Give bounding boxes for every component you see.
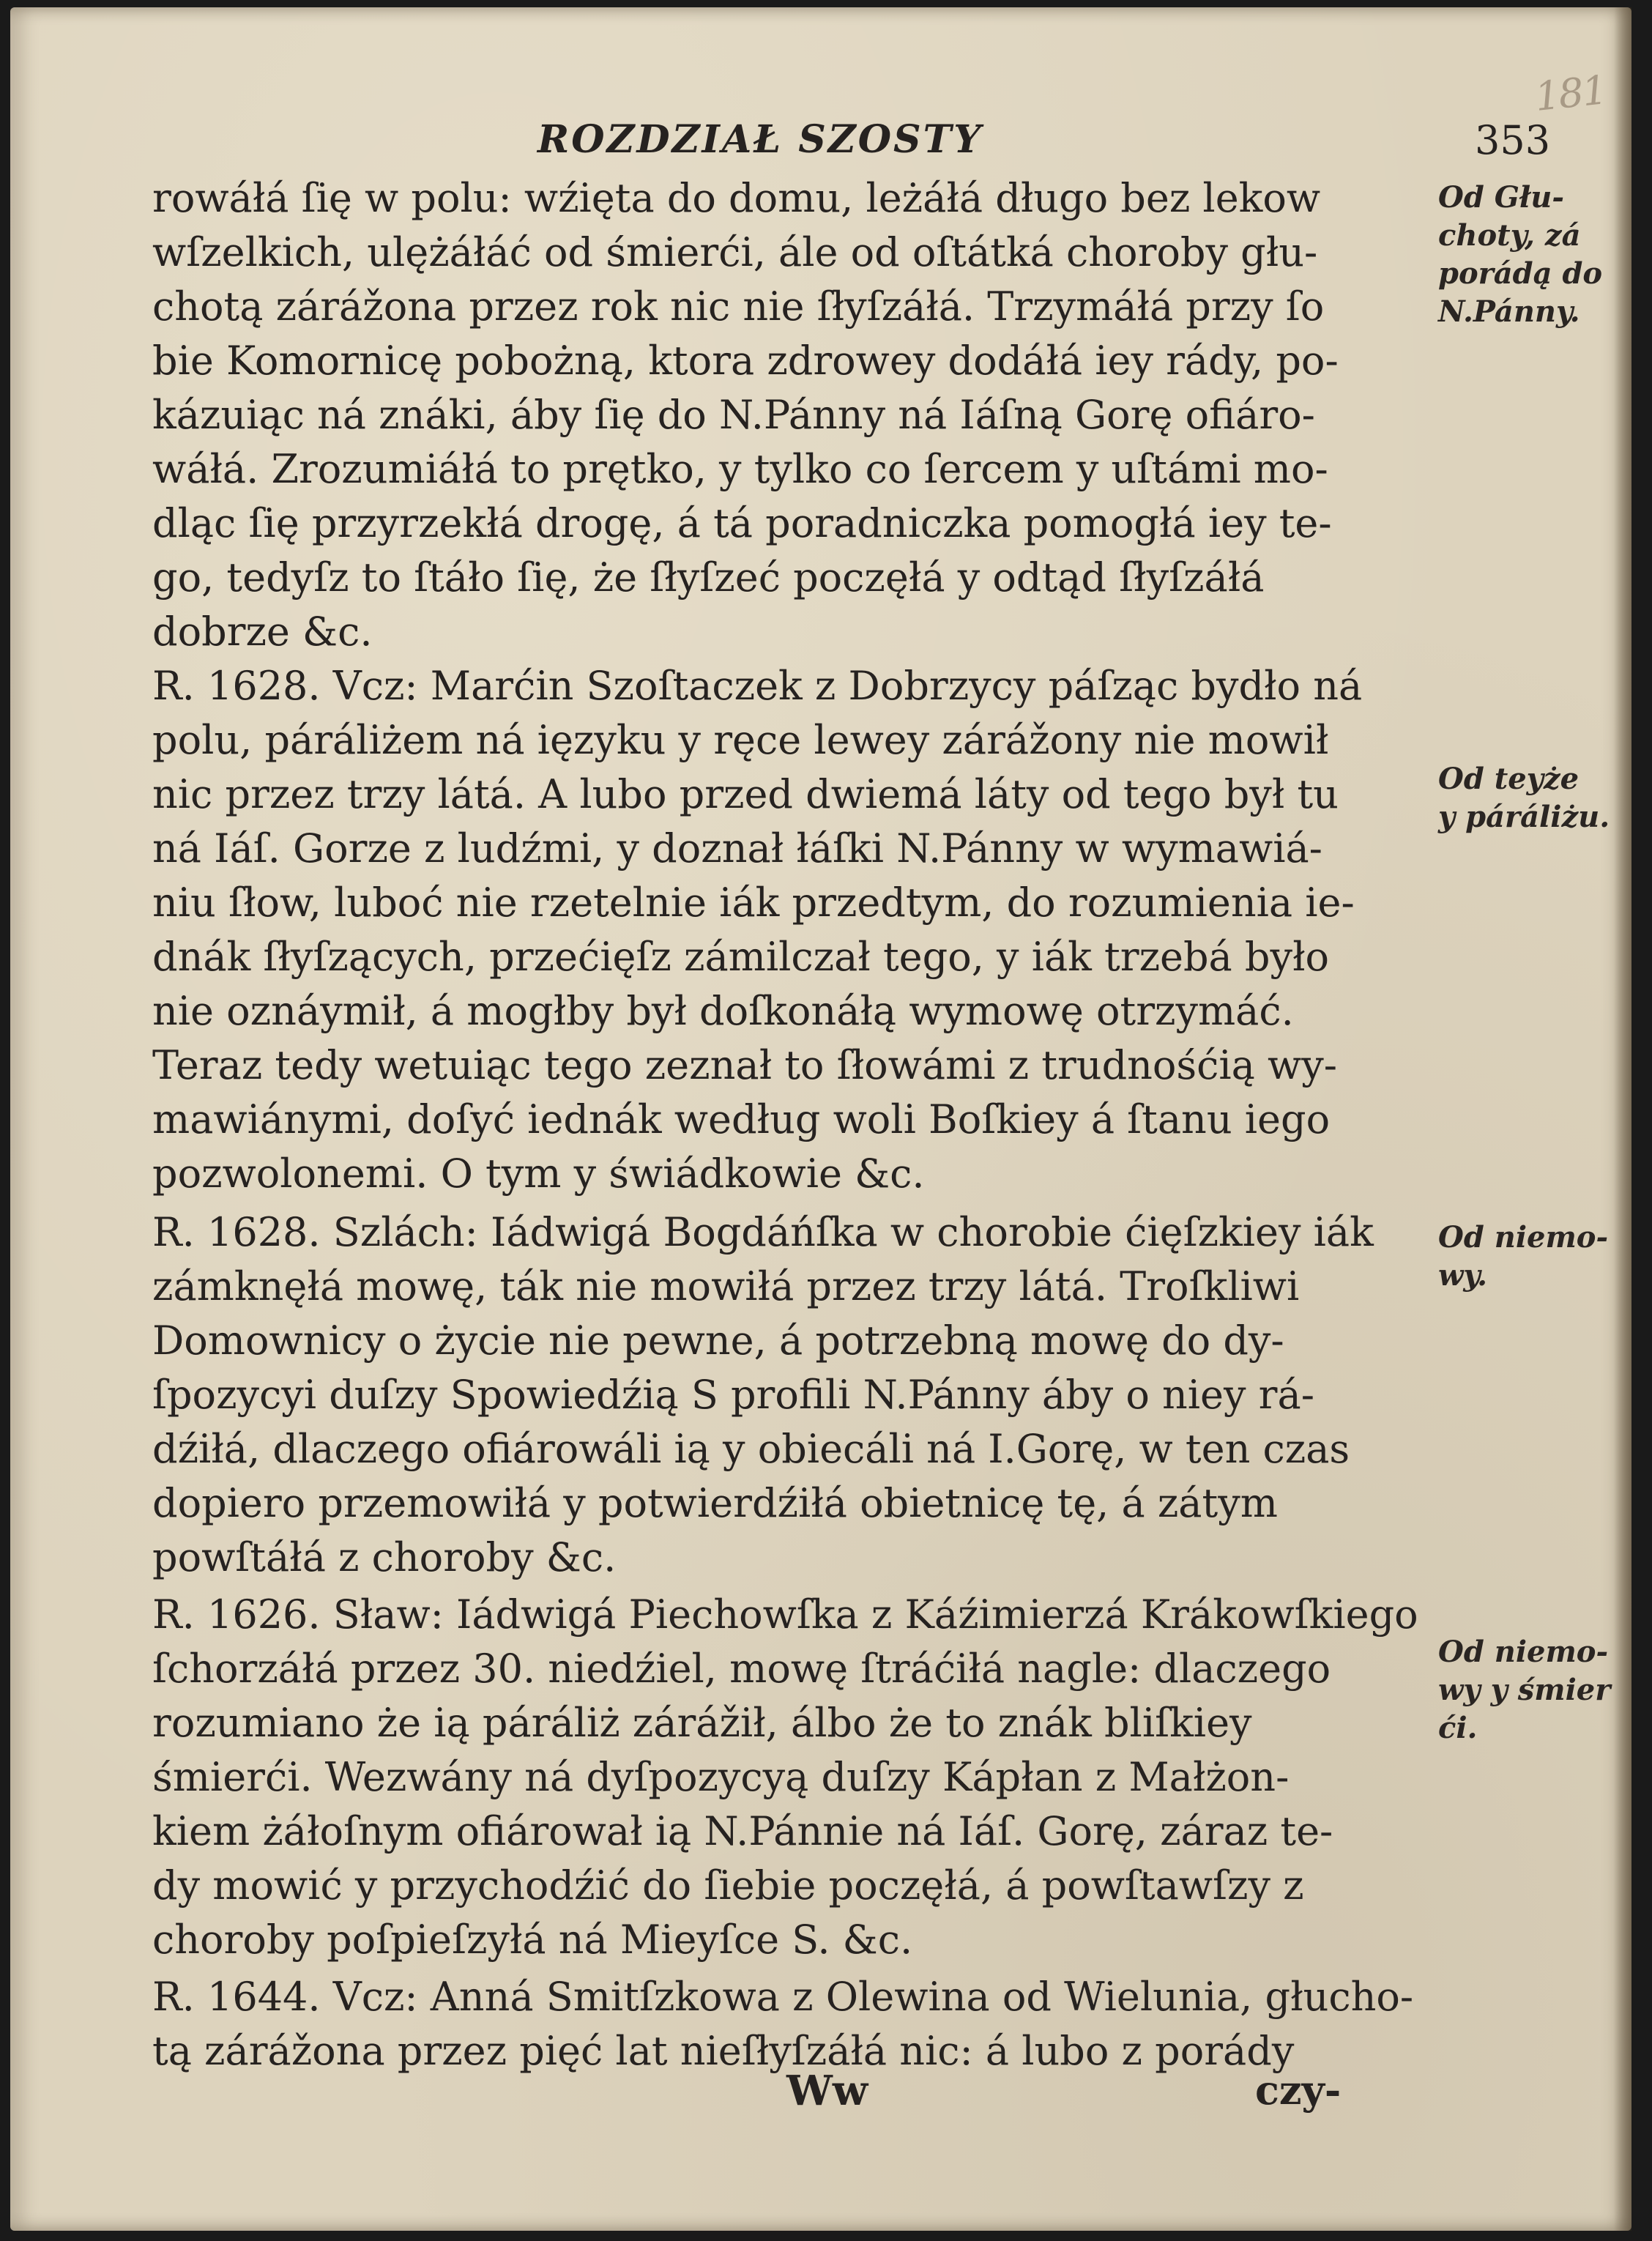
marginal-note-line: porádą do [1438, 256, 1603, 291]
page-gutter-shadow [1614, 7, 1631, 2231]
text-line: tą zárážona przez pięć lat nieſłyſzáłá nic: á lubo z porády [152, 2028, 1295, 2074]
marginal-note-line: choty, zá [1438, 218, 1581, 253]
text-line: dopiero przemowiłá y potwierdźiłá obietnicę tę, á zátym [152, 1480, 1278, 1526]
text-line: dnák ſłyſzących, przećięſz zámilczał tego, y iák trzebá było [152, 934, 1330, 980]
text-line: nic przez trzy látá. A lubo przed dwiemá láty od tego był tu [152, 771, 1339, 817]
marginal-note [1438, 1633, 1611, 1747]
text-line: Teraz tedy wetuiąc tego zeznał to ſłowámi z trudnośćią wy- [152, 1042, 1337, 1088]
text-line: wſzelkich, ulężáłáć od śmierći, ále od oſtátká choroby głu- [152, 229, 1318, 275]
text-line: ſchorzáłá przez 30. niedźiel, mowę ſtráćiłá nagle: dlaczego [152, 1646, 1331, 1692]
marginal-note [1438, 179, 1603, 331]
marginal-note-line: wy y śmier [1438, 1673, 1611, 1707]
text-line: chotą zárážona przez rok nic nie ſłyſzáłá. Trzymáłá przy ſo [152, 283, 1325, 330]
marginal-note-line: y páráliżu. [1438, 800, 1610, 834]
text-line: go, tedyſz to ſtáło ſię, że ſłyſzeć poczęłá y odtąd ſłyſzáłá [152, 554, 1265, 601]
text-line: śmierći. Wezwány ná dyſpozycyą duſzy Kápłan z Małżon- [152, 1754, 1290, 1800]
marginal-note-line: ći. [1438, 1711, 1478, 1745]
marginal-note [1438, 1219, 1609, 1295]
text-line: zámknęłá mowę, ták nie mowiłá przez trzy látá. Troſkliwi [152, 1263, 1300, 1309]
marginal-note-line: Od niemo- [1438, 1220, 1609, 1255]
text-line: dźiłá, dlaczego ofiárowáli ią y obiecáli ná I.Gorę, w ten czas [152, 1426, 1350, 1472]
text-line: ná Iáſ. Gorze z ludźmi, y doznał łáſki N.Pánny w wymawiá- [152, 825, 1322, 871]
text-line: R. 1644. Vcz: Anná Smitſzkowa z Olewina od Wielunia, głucho- [152, 1974, 1414, 2020]
text-line: powſtáłá z choroby &c. [152, 1534, 617, 1580]
text-line: rowáłá ſię w polu: wźięta do domu, leżáłá długo bez lekow [152, 175, 1321, 221]
text-line: polu, páráliżem ná ięzyku y ręce lewey zárážony nie mowił [152, 717, 1329, 763]
text-line: dy mowić y przychodźić do ſiebie poczęłá, á powſtawſzy z [152, 1862, 1304, 1909]
marginal-note-line: Od teyże [1438, 762, 1580, 796]
text-line: R. 1626. Sław: Iádwigá Piechowſka z Káźimierzá Krákowſkiego [152, 1591, 1418, 1638]
marginal-note-line: N.Pánny. [1438, 294, 1580, 329]
text-line: kiem żáłoſnym ofiárował ią N.Pánnie ná Iáſ. Gorę, záraz te- [152, 1808, 1333, 1854]
marginal-note-line: wy. [1438, 1258, 1488, 1293]
text-line: nie oznáymił, á mogłby był doſkonáłą wymowę otrzymáć. [152, 988, 1294, 1034]
text-line: mawiánymi, doſyć iednák według woli Boſkiey á ſtanu iego [152, 1096, 1331, 1142]
text-line: bie Komornicę pobożną, ktora zdrowey dodáłá iey rády, po- [152, 338, 1339, 384]
text-line: dląc ſię przyrzekłá drogę, á tá poradniczka pomogłá iey te- [152, 500, 1332, 546]
marginal-note-line: Od niemo- [1438, 1635, 1609, 1669]
text-line: rozumiano że ią páráliż zárážił, álbo że to znák bliſkiey [152, 1700, 1252, 1746]
catchword: czy- [1255, 2067, 1342, 2114]
marginal-note-line: Od Głu- [1438, 180, 1564, 215]
marginal-note [1438, 760, 1610, 836]
page-number: 353 [1475, 117, 1551, 163]
text-line: kázuiąc ná znáki, áby ſię do N.Pánny ná Iáſną Gorę ofiáro- [152, 392, 1315, 438]
folio-number: 181 [1532, 67, 1609, 120]
text-line: dobrze &c. [152, 609, 373, 655]
text-line: R. 1628. Vcz: Marćin Szoſtaczek z Dobrzycy páſząc bydło ná [152, 663, 1363, 709]
text-line: ſpozycyi duſzy Spowiedźią S profili N.Pánny áby o niey rá- [152, 1372, 1314, 1418]
text-line: pozwolonemi. O tym y świádkowie &c. [152, 1151, 925, 1197]
running-head: ROZDZIAŁ SZOSTY [537, 117, 983, 162]
text-line: wáłá. Zrozumiáłá to prętko, y tylko co ſercem y uſtámi mo- [152, 446, 1328, 492]
text-line: niu ſłow, luboć nie rzetelnie iák przedtym, do rozumienia ie- [152, 880, 1355, 926]
book-page [10, 7, 1631, 2231]
text-line: Domownicy o życie nie pewne, á potrzebną mowę do dy- [152, 1318, 1284, 1364]
signature-mark: Ww [786, 2067, 868, 2115]
text-line: R. 1628. Szlách: Iádwigá Bogdáńſka w chorobie ćięſzkiey iák [152, 1209, 1374, 1255]
text-line: choroby poſpieſzyłá ná Mieyſce S. &c. [152, 1917, 913, 1963]
